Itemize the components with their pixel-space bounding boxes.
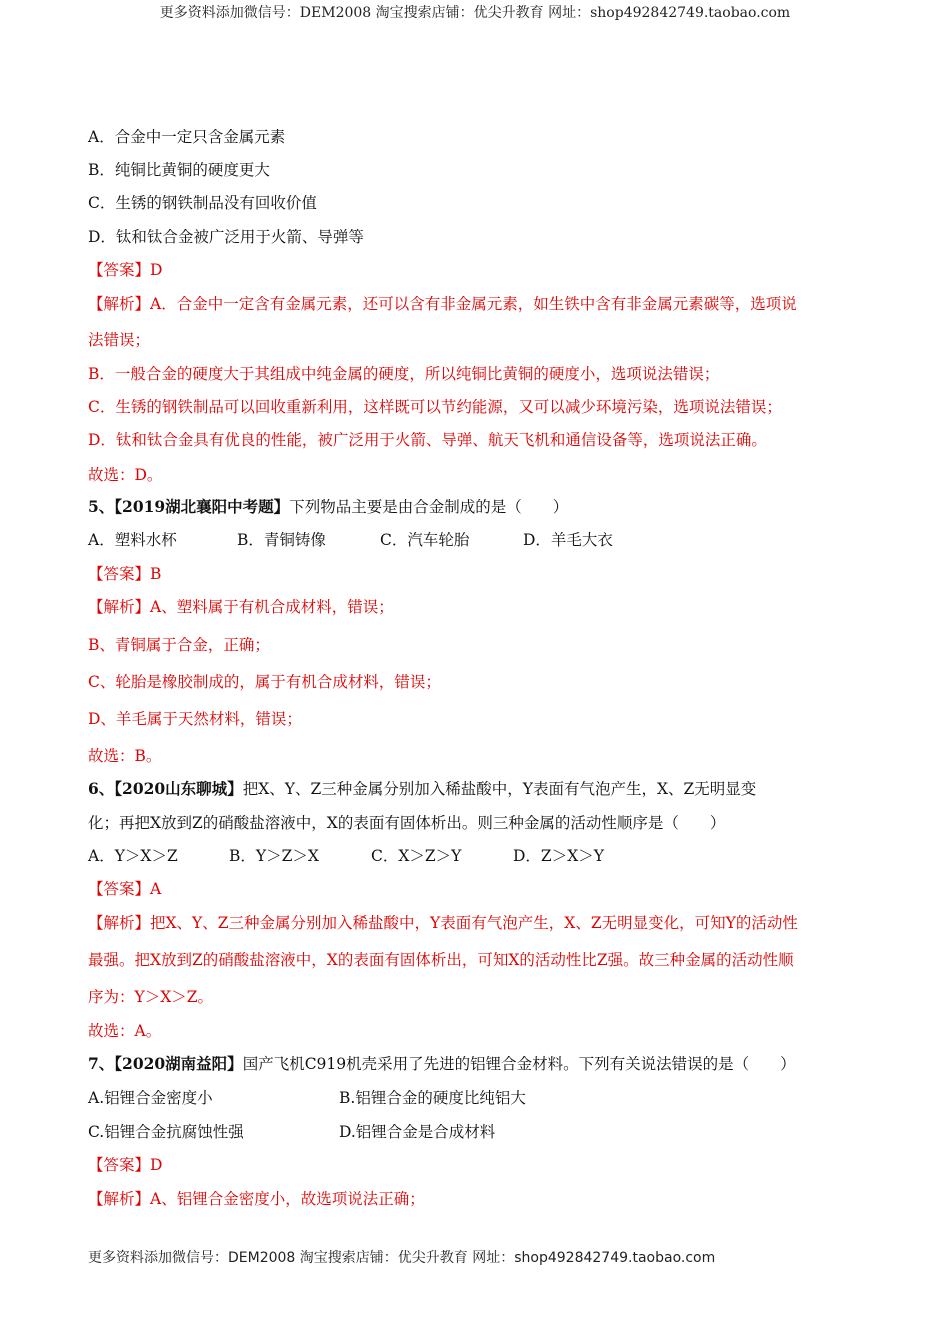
q6-source: 【2020山东聊城】 <box>114 779 243 798</box>
answer-value: D <box>150 261 163 279</box>
q6-conclusion: 故选：A。 <box>88 1022 162 1040</box>
q6-option-c: C．X＞Z＞Y <box>371 847 462 865</box>
q5-analysis-1: 【解析】A、塑料属于有机合成材料，错误； <box>88 598 394 616</box>
answer-value: D <box>150 1156 163 1174</box>
answer-label: 【答案】 <box>88 880 151 898</box>
q4-option-d: D．钛和钛合金被广泛用于火箭、导弹等 <box>88 228 364 246</box>
answer-value: A <box>150 880 162 898</box>
q5-option-b: B．青铜铸像 <box>237 531 326 549</box>
q5-number: 5、 <box>88 497 115 516</box>
q5-option-c: C．汽车轮胎 <box>380 531 470 549</box>
q4-analysis-2: B．一般合金的硬度大于其组成中纯金属的硬度，所以纯铜比黄铜的硬度小，选项说法错误； <box>88 365 720 383</box>
q6-option-d: D．Z＞X＞Y <box>513 847 604 865</box>
q5-source: 【2019湖北襄阳中考题】 <box>114 497 290 516</box>
q5-option-d: D．羊毛大衣 <box>523 531 613 549</box>
q4-analysis-1b: 法错误； <box>88 331 151 349</box>
q7-source: 【2020湖南益阳】 <box>114 1054 243 1073</box>
q5-analysis-4: D、羊毛属于天然材料，错误； <box>88 710 302 728</box>
q6-option-a: A．Y＞X＞Z <box>88 847 178 865</box>
q6-answer <box>88 879 161 899</box>
q6-number: 6、 <box>88 779 115 798</box>
q4-answer <box>88 260 162 280</box>
q5-stem: 5、【2019湖北襄阳中考题】下列物品主要是由合金制成的是（ ） <box>88 497 569 516</box>
q5-option-a: A．塑料水杯 <box>88 531 177 549</box>
q4-option-a: A．合金中一定只含金属元素 <box>88 128 286 146</box>
q6-stem-2: 化；再把X放到Z的硝酸盐溶液中，X的表面有固体析出。则三种金属的活动性顺序是（ ） <box>88 814 726 832</box>
q7-option-b: B.铝锂合金的硬度比纯铝大 <box>339 1089 526 1107</box>
answer-label: 【答案】 <box>88 1156 151 1174</box>
page-footer: 更多资料添加微信号：DEM2008 淘宝搜索店铺：优尖升教育 网址：shop492842749.taobao.com <box>88 1250 716 1266</box>
analysis-label: 【解析】 <box>88 1190 151 1208</box>
q6-analysis-1: 【解析】把X、Y、Z三种金属分别加入稀盐酸中，Y表面有气泡产生，X、Z无明显变化，可知Y的活动性 <box>88 914 798 932</box>
analysis-label: 【解析】 <box>88 914 151 932</box>
q4-analysis-4: D．钛和钛合金具有优良的性能，被广泛用于火箭、导弹、航天飞机和通信设备等，选项说法正确。 <box>88 431 767 449</box>
q4-analysis-1: 【解析】A．合金中一定含有金属元素，还可以含有非金属元素，如生铁中含有非金属元素碳等，选项说 <box>88 295 797 313</box>
q7-analysis-1: 【解析】A、铝锂合金密度小，故选项说法正确； <box>88 1190 425 1208</box>
q7-option-a: A.铝锂合金密度小 <box>88 1089 213 1107</box>
q7-option-c: C.铝锂合金抗腐蚀性强 <box>88 1123 244 1141</box>
q4-option-c: C．生锈的钢铁制品没有回收价值 <box>88 194 317 212</box>
q6-option-b: B．Y＞Z＞X <box>229 847 319 865</box>
q5-analysis-3: C、轮胎是橡胶制成的，属于有机合成材料，错误； <box>88 673 441 691</box>
q6-analysis-3: 序为：Y＞X＞Z。 <box>88 988 214 1006</box>
q6-stem-1: 6、【2020山东聊城】把X、Y、Z三种金属分别加入稀盐酸中，Y表面有气泡产生，X、Z无明显变 <box>88 779 757 798</box>
answer-label: 【答案】 <box>88 565 151 583</box>
q4-analysis-3: C．生锈的钢铁制品可以回收重新利用，这样既可以节约能源，又可以减少环境污染，选项说法错误； <box>88 398 782 416</box>
q4-conclusion: 故选：D。 <box>88 466 163 484</box>
q7-number: 7、 <box>88 1054 115 1073</box>
answer-label: 【答案】 <box>88 261 151 279</box>
answer-value: B <box>150 565 162 583</box>
q5-answer <box>88 564 161 584</box>
q5-conclusion: 故选：B。 <box>88 747 162 765</box>
q7-option-d: D.铝锂合金是合成材料 <box>339 1123 496 1141</box>
q7-stem: 7、【2020湖南益阳】国产飞机C919机壳采用了先进的铝锂合金材料。下列有关说法错误的是（ ） <box>88 1054 796 1073</box>
q5-analysis-2: B、青铜属于合金，正确； <box>88 636 270 654</box>
page-header: 更多资料添加微信号：DEM2008 淘宝搜索店铺：优尖升教育 网址：shop492842749.taobao.com <box>159 5 791 21</box>
q7-answer <box>88 1155 162 1175</box>
analysis-label: 【解析】 <box>88 295 151 313</box>
analysis-label: 【解析】 <box>88 598 151 616</box>
q4-option-b: B．纯铜比黄铜的硬度更大 <box>88 161 270 179</box>
q6-analysis-2: 最强。把X放到Z的硝酸盐溶液中，X的表面有固体析出，可知X的活动性比Z强。故三种金属的活动性顺 <box>88 951 794 969</box>
